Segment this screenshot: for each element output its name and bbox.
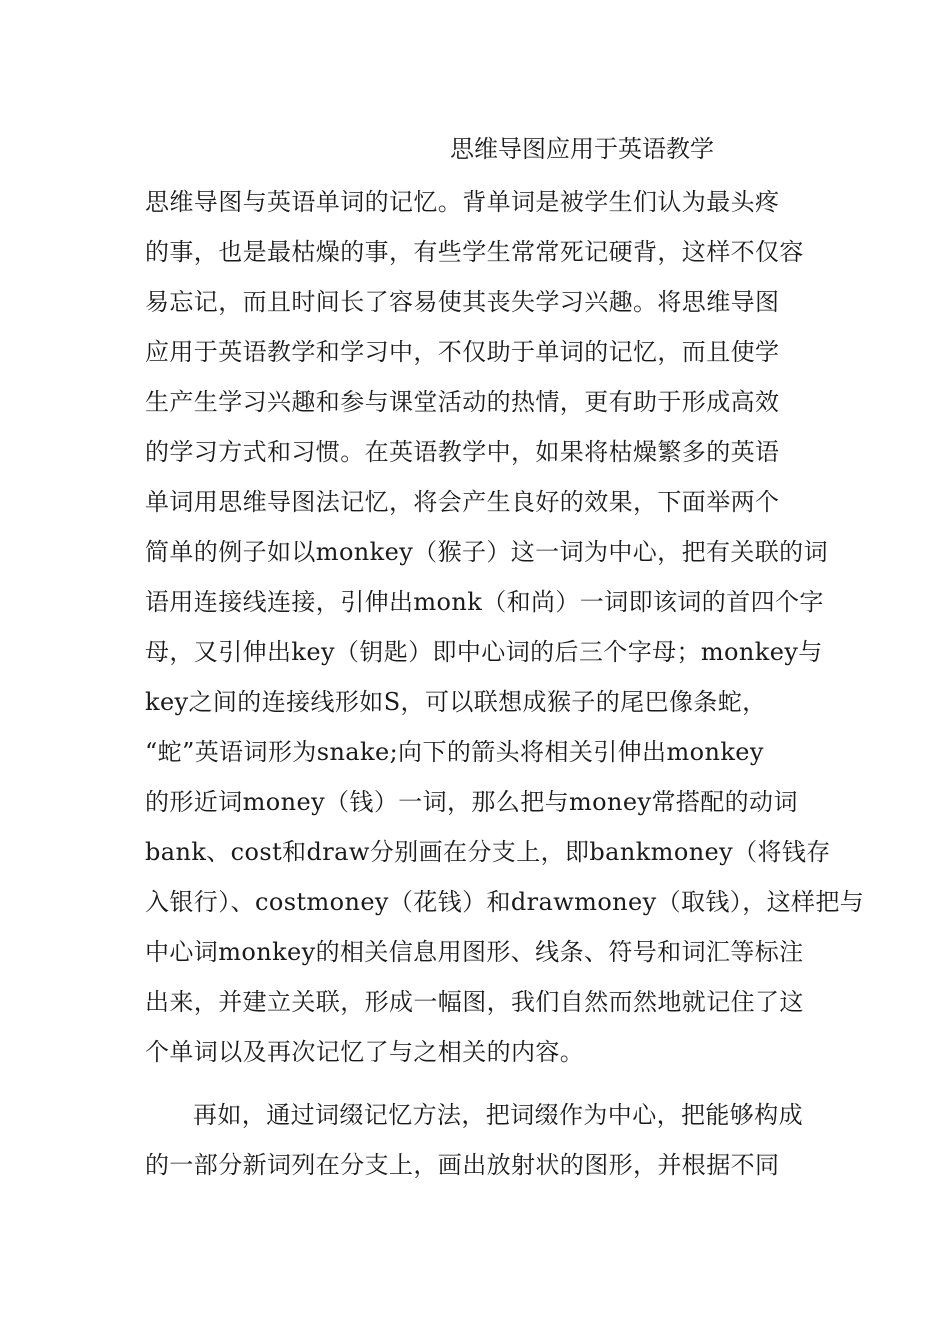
text-line: 出来，并建立关联，形成一幅图，我们自然而然地就记住了这 (145, 988, 804, 1016)
text-line: 的学习方式和习惯。在英语教学中，如果将枯燥繁多的英语 (145, 438, 780, 466)
text-line: 的一部分新词列在分支上，画出放射状的图形，并根据不同 (145, 1151, 780, 1179)
text-line: 中心词monkey的相关信息用图形、线条、符号和词汇等标注 (145, 938, 804, 966)
text-line: 入银行）、costmoney（花钱）和drawmoney（取钱），这样把与 (145, 888, 865, 916)
text-line: “蛇”英语词形为snake;向下的箭头将相关引伸出monkey (145, 738, 764, 766)
document-title: 思维导图应用于英语教学 (450, 135, 714, 163)
text-line: 单词用思维导图法记忆，将会产生良好的效果，下面举两个 (145, 488, 780, 516)
text-line: 再如，通过词缀记忆方法，把词缀作为中心，把能够构成 (193, 1101, 803, 1129)
text-line: 简单的例子如以monkey（猴子）这一词为中心，把有关联的词 (145, 538, 828, 566)
paragraph-1 (145, 177, 865, 1077)
text-line: 易忘记，而且时间长了容易使其丧失学习兴趣。将思维导图 (145, 288, 780, 316)
text-line: 的形近词money（钱）一词，那么把与money常搭配的动词 (145, 788, 798, 816)
text-line: 应用于英语教学和学习中，不仅助于单词的记忆，而且使学 (145, 338, 780, 366)
text-line: 生产生学习兴趣和参与课堂活动的热情，更有助于形成高效 (145, 388, 780, 416)
text-line: 个单词以及再次记忆了与之相关的内容。 (145, 1038, 585, 1066)
text-line: 语用连接线连接，引伸出monk（和尚）一词即该词的首四个字 (145, 588, 824, 616)
text-line: 母，又引伸出key（钥匙）即中心词的后三个字母；monkey与 (145, 638, 823, 666)
text-line: key之间的连接线形如S，可以联想成猴子的尾巴像条蛇， (145, 688, 767, 716)
text-line: bank、cost和draw分别画在分支上，即bankmoney（将钱存 (145, 838, 831, 866)
text-line: 思维导图与英语单词的记忆。背单词是被学生们认为最头疼 (145, 188, 780, 216)
text-line: 的事，也是最枯燥的事，有些学生常常死记硬背，这样不仅容 (145, 238, 804, 266)
paragraph-2 (145, 1090, 815, 1190)
